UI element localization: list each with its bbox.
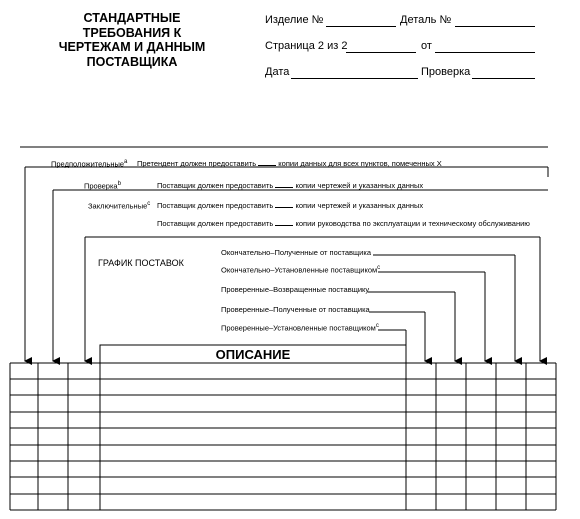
preliminary-text: Претендент должен предоставить копии данных для всех пунктов, помеченных X [137,159,442,168]
from-label: от [421,40,432,52]
form-title: СТАНДАРТНЫЕ ТРЕБОВАНИЯ К ЧЕРТЕЖАМ И ДАННЫМ ПОСТАВЩИКА [58,11,206,69]
schedule-item: Окончательно–Установленные поставщиком$^c$ [221,265,381,275]
schedule-item: Окончательно–Полученные от поставщика [221,248,371,257]
date-label: Дата [265,66,290,78]
part-number-label: Деталь № [400,14,452,26]
check-requirement-label: Проверка$^b$ [84,181,121,191]
schedule-title: ГРАФИК ПОСТАВОК [98,258,184,268]
schedule-item: Проверенные–Установленные поставщиком$^c$ [221,323,379,333]
preliminary-label: Предположительные$^a$ [51,159,128,169]
description-header: ОПИСАНИЕ [215,347,291,362]
item-number-label: Изделие № [265,14,324,26]
final-manual-text: Поставщик должен предоставить копии руководства по эксплуатации и техническому обслуживанию [157,219,530,228]
schedule-item: Проверенные–Возвращенные поставщику [221,285,370,294]
final-text: Поставщик должен предоставить копии чертежей и указанных данных [157,201,424,210]
page-number-label: Страница 2 из 2 [265,40,348,52]
check-requirement-text: Поставщик должен предоставить копии чертежей и указанных данных [157,181,424,190]
final-label: Заключительные$^c$ [88,201,151,211]
check-label: Проверка [421,66,471,78]
schedule-item: Проверенные–Полученные от поставщика [221,305,370,314]
